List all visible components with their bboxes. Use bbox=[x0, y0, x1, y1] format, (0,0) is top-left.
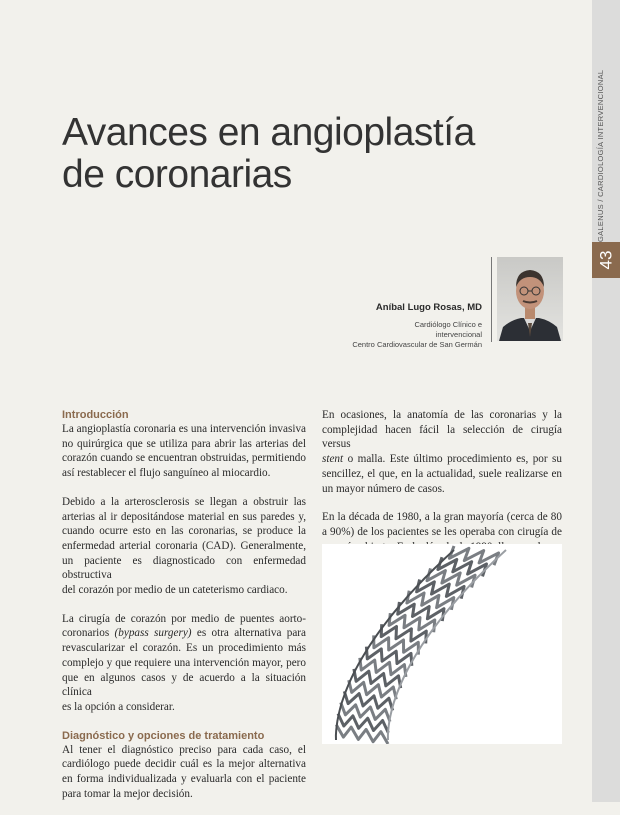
text-segment: o malla. Este último procedimiento es, por su bbox=[343, 453, 562, 466]
italic-term: (bypass surgery) bbox=[114, 627, 192, 640]
author-divider bbox=[491, 257, 492, 342]
text-line: enfermedad arterial coronaria (CAD). Generalmente, bbox=[62, 539, 306, 552]
article-title bbox=[62, 112, 562, 196]
text-line: que en algunos casos y de acuerdo a la situación clínica bbox=[62, 671, 306, 699]
stent-image bbox=[322, 544, 562, 744]
text-line: La cirugía de corazón por medio de puentes aorto- bbox=[62, 612, 306, 625]
paragraph-arterosclerosis bbox=[62, 495, 306, 598]
text-line-mixed bbox=[62, 626, 306, 641]
left-column bbox=[62, 408, 306, 815]
paragraph-intro bbox=[62, 422, 306, 481]
text-line: en forma individualizada y evaluarla con el paciente bbox=[62, 773, 306, 786]
heading-diagnostico: Diagnóstico y opciones de tratamiento bbox=[62, 729, 265, 742]
text-line: arterias al ir depositándose material en sus paredes y, bbox=[62, 510, 306, 523]
text-line: un paciente es diagnosticado con enfermedad obstructiva bbox=[62, 554, 306, 582]
paragraph-diagnostico bbox=[62, 743, 306, 802]
page-number: 43 bbox=[595, 250, 615, 270]
author-photo bbox=[497, 257, 563, 341]
text-line: Debido a la arterosclerosis se llegan a obstruir las bbox=[62, 495, 306, 508]
author-role-2: intervencional bbox=[435, 330, 482, 339]
text-line: En ocasiones, la anatomía de las coronarias y la bbox=[322, 409, 562, 421]
text-line: a 90%) de los pacientes se les operaba con cirugía de bbox=[322, 525, 562, 538]
text-line-mixed bbox=[322, 452, 562, 467]
text-line: corazón cuando se encuentran obstruidas, permitiendo bbox=[62, 452, 306, 465]
text-line: no quirúrgica que se utiliza para abrir las arterias del bbox=[62, 437, 306, 450]
text-line: En la década de 1980, a la gran mayoría (cerca de 80 bbox=[322, 511, 562, 524]
paragraph-stent bbox=[322, 408, 562, 496]
author-role-1: Cardiólogo Clínico e bbox=[414, 320, 482, 329]
text-line: Al tener el diagnóstico preciso para cada caso, el bbox=[62, 743, 306, 756]
text-line: un mayor número de casos. bbox=[322, 482, 445, 495]
text-segment: es otra alternativa para bbox=[191, 627, 306, 640]
author-role-3: Centro Cardiovascular de San Germán bbox=[352, 340, 482, 349]
text-line: del corazón por medio de un cateterismo cardiaco. bbox=[62, 584, 288, 597]
paragraph-bypass bbox=[62, 612, 306, 715]
text-line: así restablecer el flujo sanguíneo al miocardio. bbox=[62, 467, 271, 480]
italic-term: stent bbox=[322, 453, 344, 466]
text-line: complejidad hacen fácil la selección de cirugía versus bbox=[322, 423, 562, 451]
text-line: La angioplastía coronaria es una intervención invasiva bbox=[62, 423, 306, 435]
text-segment: coronarios bbox=[62, 627, 115, 640]
author-block bbox=[300, 302, 482, 350]
text-line: sencillez, el que, en la actualidad, suele realizarse en bbox=[322, 467, 562, 480]
text-line: cardiólogo puede decidir cuál es la mejor alternativa bbox=[62, 758, 306, 771]
page-number-tab bbox=[592, 242, 620, 278]
title-line-1: Avances en angioplastía bbox=[62, 111, 475, 154]
text-line: complejo y que requiere una intervención mayor, pero bbox=[62, 656, 306, 669]
text-line: revascularizar el corazón. Es un procedimiento más bbox=[62, 642, 306, 655]
text-line: cuando ocurre esto en las coronarias, se produce la bbox=[62, 525, 306, 538]
title-line-2: de coronarias bbox=[62, 153, 292, 196]
heading-introduccion: Introducción bbox=[62, 409, 129, 421]
text-line: es la opción a considerar. bbox=[62, 700, 175, 713]
author-name: Aníbal Lugo Rosas, MD bbox=[375, 302, 482, 313]
section-label: GALENUS / CARDIOLOGÍA INTERVENCIONAL bbox=[596, 69, 605, 242]
text-line: para tomar la mejor decisión. bbox=[62, 787, 193, 800]
